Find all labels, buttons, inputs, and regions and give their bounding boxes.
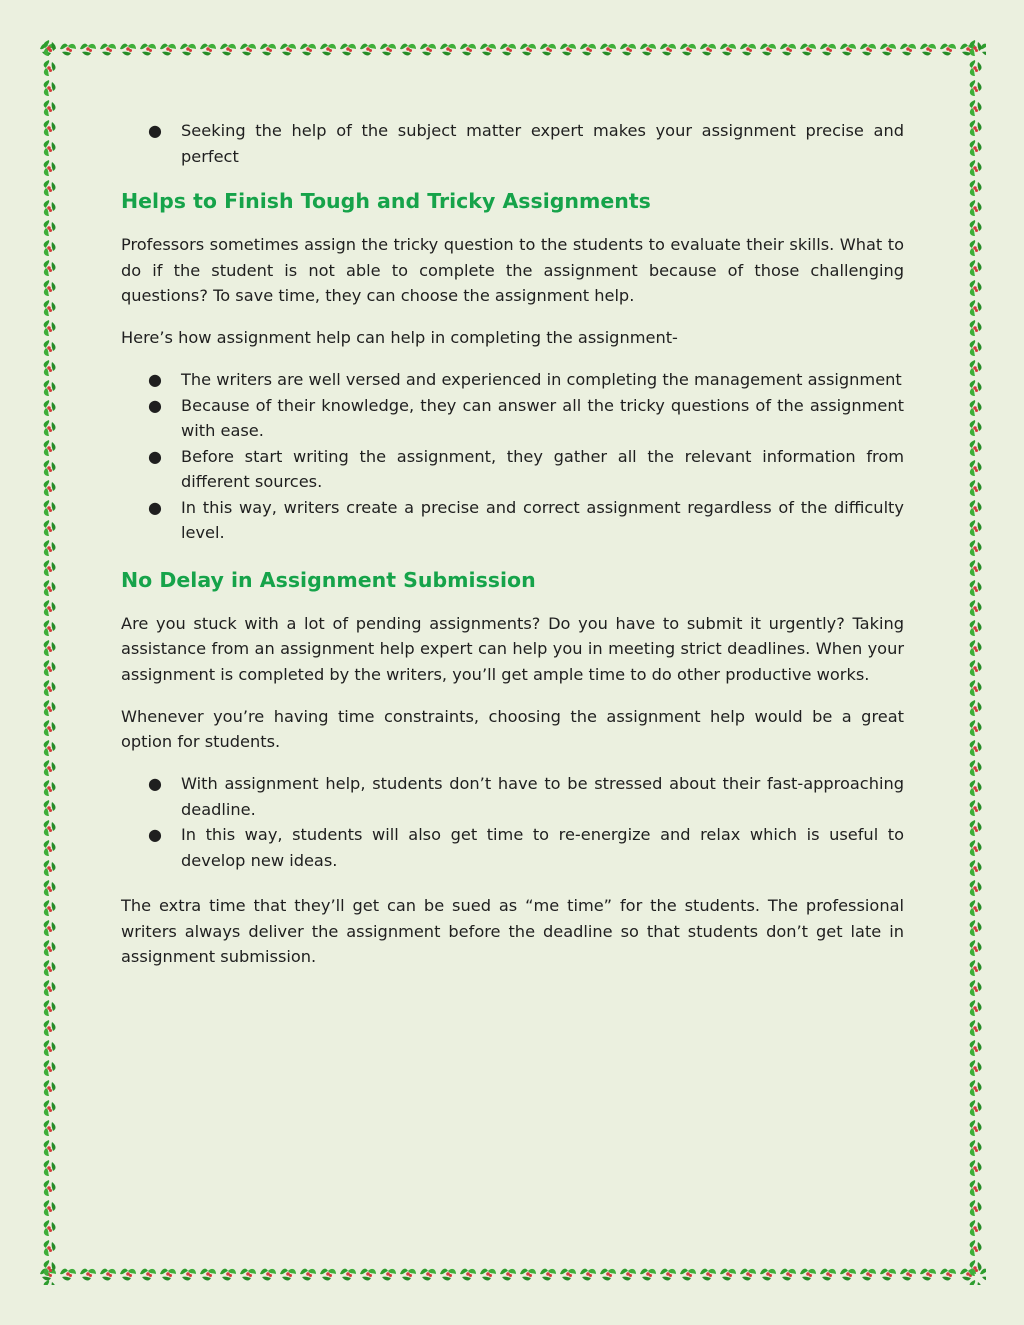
intro-bullet-list: [121, 118, 904, 169]
list-item-text: Before start writing the assignment, they gather all the relevant information from different sources.: [181, 446, 904, 491]
list-item: [121, 771, 904, 822]
list-item-text: With assignment help, students don’t have to be stressed about their fast-approaching deadline.: [181, 774, 904, 819]
section-heading-tough-assignments: Helps to Finish Tough and Tricky Assignments: [121, 189, 651, 213]
paragraph: Here’s how assignment help can help in completing the assignment-: [121, 328, 678, 347]
section-heading-no-delay: No Delay in Assignment Submission: [121, 567, 536, 592]
list-item: [121, 822, 904, 873]
list-item-text: Because of their knowledge, they can answer all the tricky questions of the assignment with ease.: [181, 395, 904, 440]
bullet-icon: ●: [148, 497, 162, 517]
list-item-text: In this way, students will also get time to re-energize and relax which is useful to develop new ideas.: [181, 825, 904, 870]
bullet-icon: ●: [148, 774, 162, 793]
paragraph: The extra time that they’ll get can be sued as “me time” for the students. The professional writers always deliver the assignment before the deadline so that students don’t get late in assignment submission.: [121, 896, 904, 966]
bullet-icon: ●: [148, 395, 162, 415]
bullet-icon: ●: [148, 121, 162, 140]
list-item: [121, 118, 904, 169]
paragraph: Are you stuck with a lot of pending assignments? Do you have to submit it urgently? Taking assistance from an assignment help expert can help you in meeting strict deadlines. When your assignment is completed by the writers, you’ll get ample time to do other productive works.: [121, 613, 904, 684]
bullet-icon: ●: [148, 370, 162, 389]
bullet-list: [121, 367, 904, 546]
list-item: [121, 367, 904, 393]
list-item-text: The writers are well versed and experienced in completing the management assignment: [181, 370, 902, 389]
document-body: [121, 118, 904, 986]
list-item: [121, 393, 904, 444]
holly-border-bottom: [38, 1263, 986, 1285]
holly-border-right: [964, 38, 986, 1285]
holly-border-left: [38, 38, 60, 1285]
holly-border-top: [38, 38, 986, 60]
list-item: [121, 495, 904, 546]
paragraph: Professors sometimes assign the tricky question to the students to evaluate their skills. What to do if the student is not able to complete the assignment because of those challenging questions? To save time, they can choose the assignment help.: [121, 235, 904, 305]
list-item: [121, 444, 904, 495]
bullet-list: [121, 771, 904, 873]
list-item-text: In this way, writers create a precise and correct assignment regardless of the difficulty level.: [181, 497, 904, 542]
paragraph: Whenever you’re having time constraints, choosing the assignment help would be a great option for students.: [121, 706, 904, 751]
bullet-icon: ●: [148, 446, 162, 466]
list-item-text: Seeking the help of the subject matter expert makes your assignment precise and perfect: [181, 121, 904, 166]
bullet-icon: ●: [148, 825, 162, 844]
